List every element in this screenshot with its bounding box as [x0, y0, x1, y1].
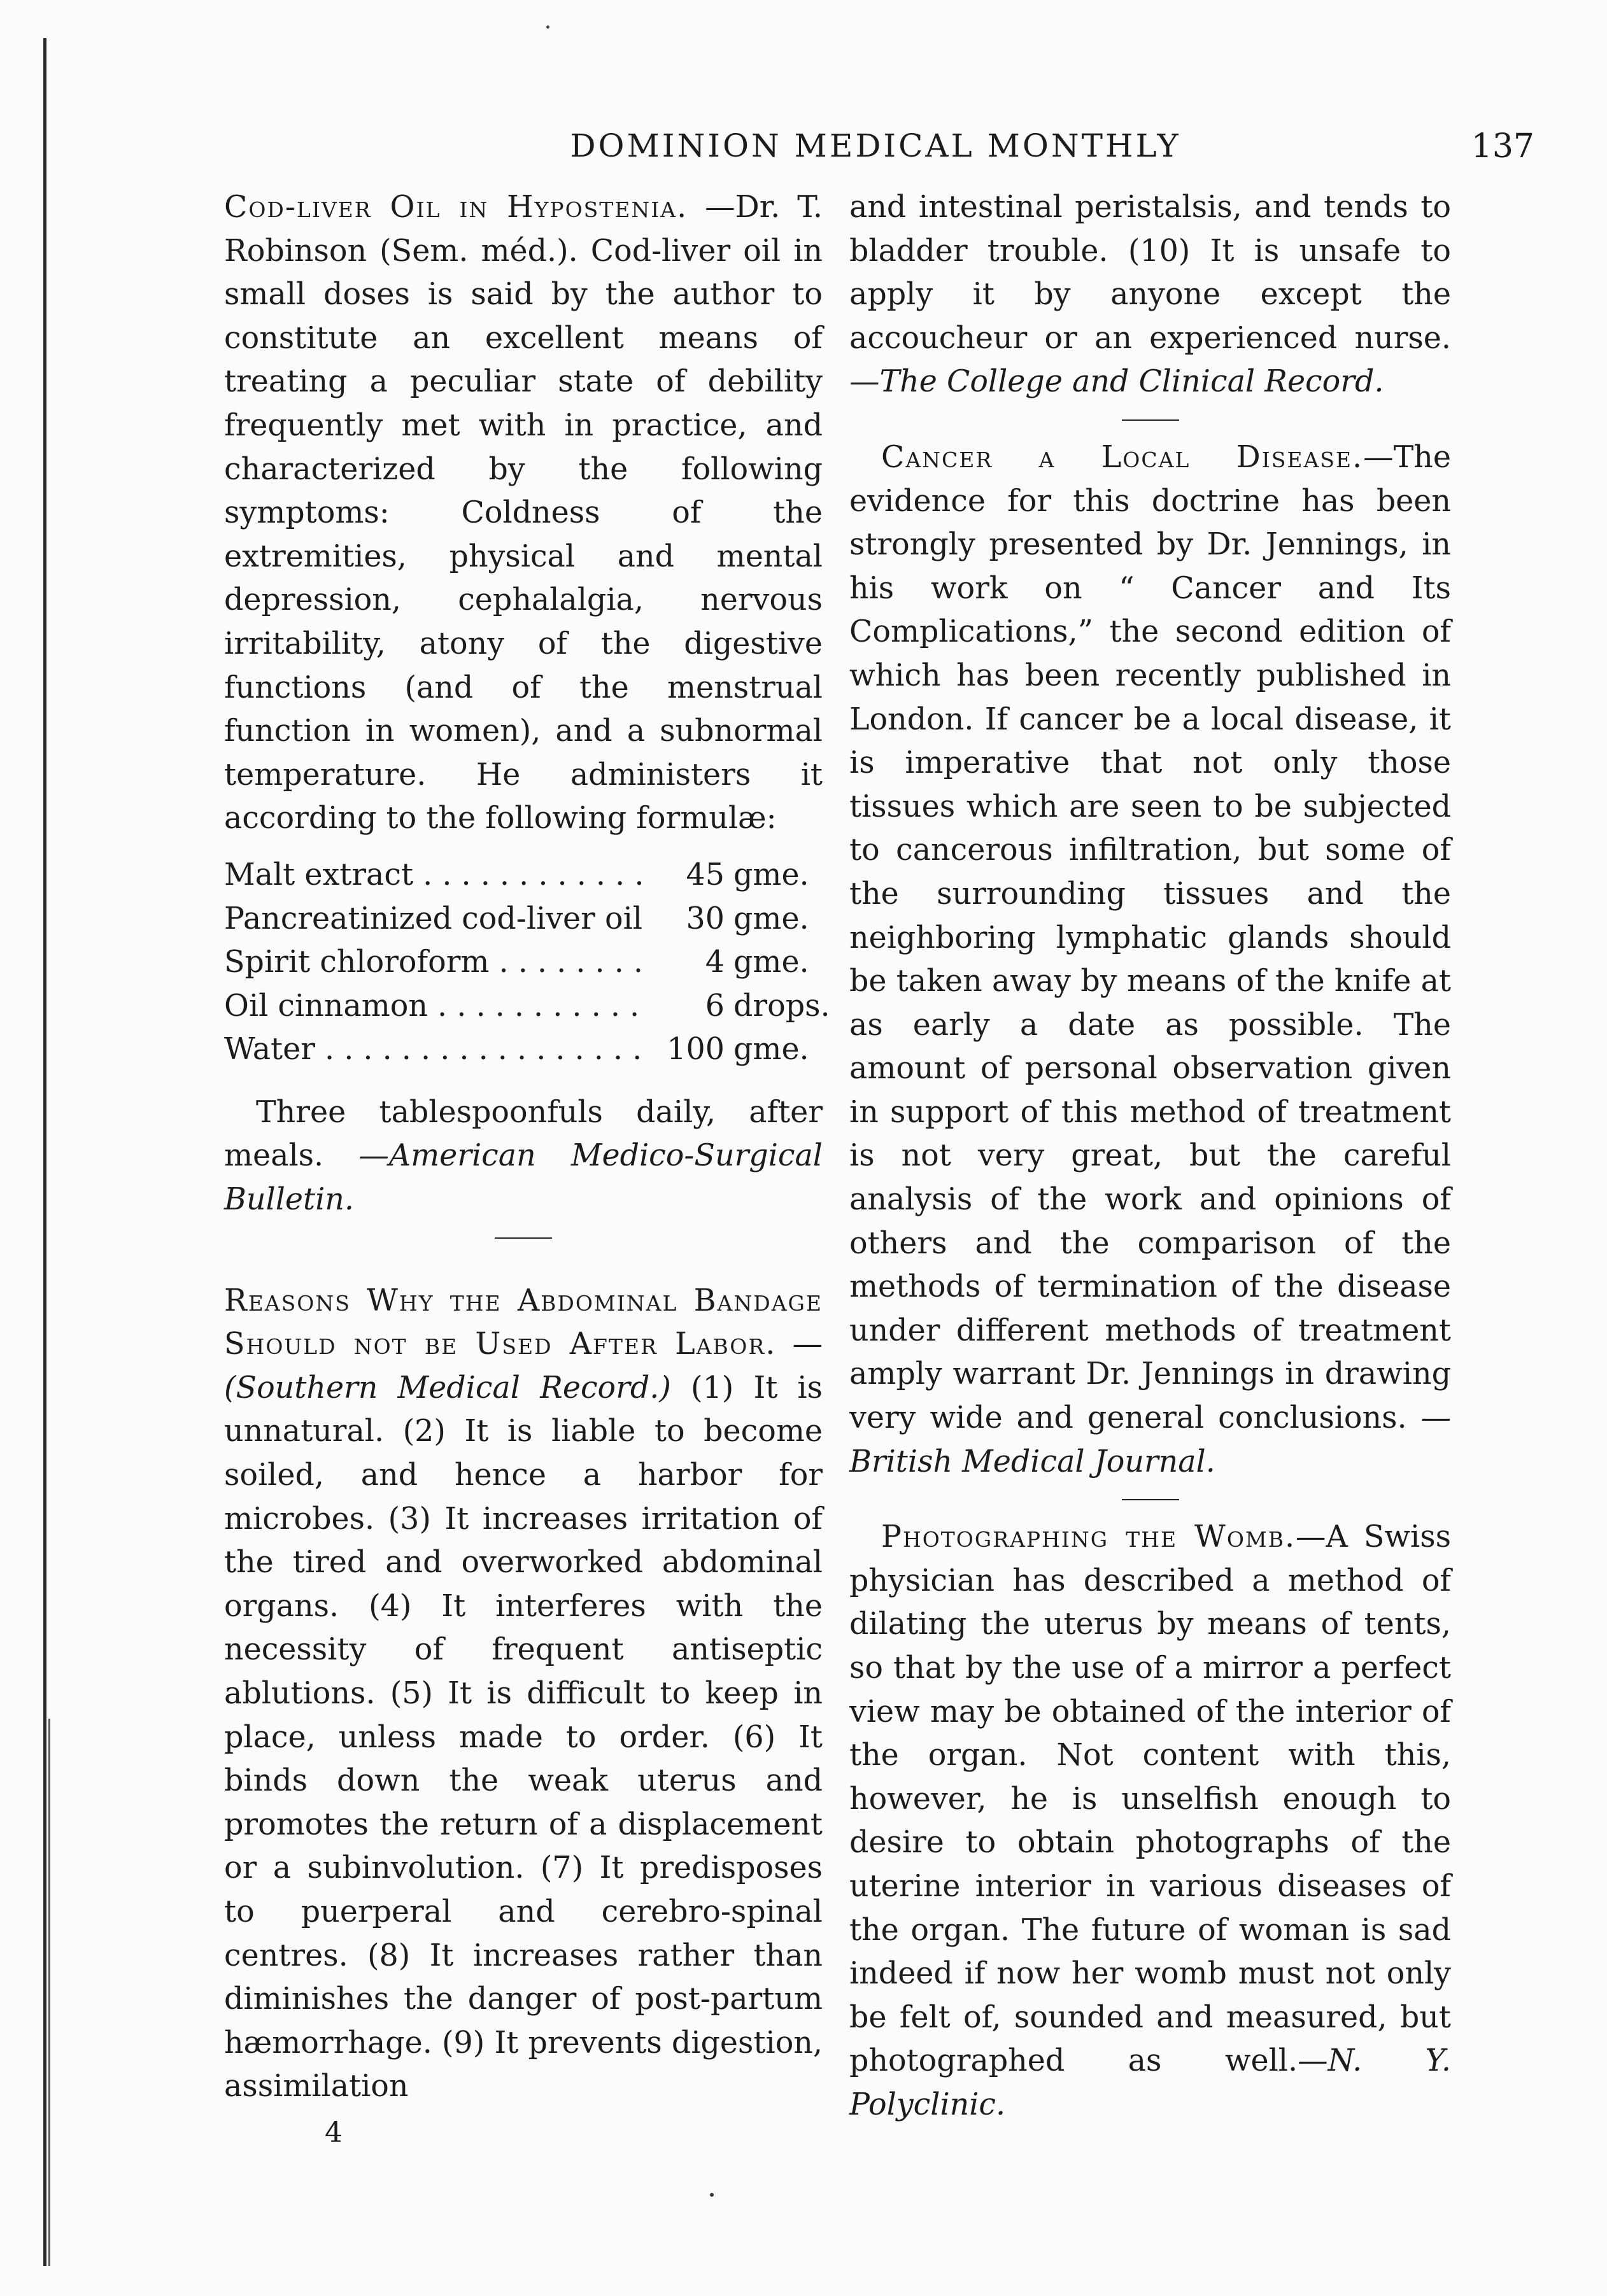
- article-body: and intestinal peristalsis, and tends to bladder trouble. (10) It is unsafe to apply it by anyone except the accoucheur or an experienced nurse.: [849, 190, 1451, 356]
- formula-table: [224, 854, 830, 1072]
- formula-amount: 4: [705, 945, 725, 980]
- section-divider: [495, 1237, 552, 1239]
- article-source: —N. Y. Polyclinic.: [849, 2043, 1452, 2122]
- signature-mark: 4: [325, 2116, 343, 2149]
- formula-amount: 45: [686, 857, 725, 892]
- article-cancer: [849, 436, 1451, 1484]
- section-divider: [1122, 419, 1179, 421]
- spacer: [224, 1254, 823, 1279]
- article-heading: Cod-liver Oil in Hypostenia.: [224, 190, 688, 225]
- formula-row: [224, 898, 823, 941]
- article-abdominal-bandage: [224, 1279, 823, 2109]
- print-speck: [546, 25, 549, 29]
- article-heading: Reasons Why the Abdominal Bandage Should not be Used After Labor.: [224, 1283, 823, 1362]
- article-source: —American Medico-Surgical Bulletin.: [224, 1138, 823, 1218]
- formula-unit: gme.: [733, 857, 809, 892]
- formula-amount: 30: [686, 901, 725, 936]
- article-photographing: [849, 1516, 1451, 2127]
- article-body: —The evidence for this doctrine has been strongly presented by Dr. Jennings, in his work on “ Cancer and Its Complications,” the second edition of which has been recently published in London. If cancer be a local disease, it is imperative that not only those tissues which are seen to be subjected to cancerous infiltration, but some of the surrounding tissues and the neighboring lymphatic glands should be taken away by means of the knife at as early a date as possible. The amount of personal observation given in support of this method of treatment is not very great, but the careful analysis of the work and opinions of others and the comparison of the methods of termination of the disease under different methods of treatment amply warrant Dr. Jennings in drawing very wide and general conclusions.: [849, 439, 1451, 1436]
- article-body: —A Swiss physician has described a method of dilating the uterus by means of tents, so that by the use of a mirror a perfect view may be obtained of the interior of the organ. Not content with this, however, he is unselfish enough to desire to obtain photographs of the uterine interior in various diseases of the organ. The future of woman is sad indeed if now her womb must not only be felt of, sounded and measured, but photographed as well.: [849, 1519, 1451, 2079]
- binding-edge: [43, 38, 46, 2266]
- formula-amount: 100: [667, 1032, 725, 1067]
- journal-title: DOMINION MEDICAL MONTHLY: [570, 127, 1181, 164]
- formula-unit: drops.: [733, 988, 830, 1024]
- page-number: 137: [1471, 127, 1534, 166]
- formula-row: [224, 941, 823, 985]
- article-heading: Cancer a Local Disease.: [881, 439, 1364, 475]
- formula-item: Malt extract . . .: [224, 854, 648, 898]
- formula-amount: 6: [705, 988, 725, 1024]
- article-continuation: [849, 186, 1451, 404]
- article-source: —(Southern Medical Record.): [224, 1327, 823, 1405]
- article-source: —The College and Clinical Record.: [849, 364, 1384, 400]
- formula-unit: gme.: [733, 901, 809, 936]
- article-heading: Photographing the Womb.: [881, 1519, 1296, 1555]
- formula-row: [224, 854, 823, 898]
- article-body: Cod-liver oil in small doses is said by the author to constitute an excellent means of treating a peculiar state of debility frequently met with in practice, and characterized by the following symptoms: Coldness of the extremities, physical and mental depression, cephalalgia, nervous irritability, atony of the digestive functions (and of the menstrual function in women), and a subnormal temperature. He administers it according to the following formulæ:: [224, 233, 823, 836]
- left-column: [224, 186, 830, 2109]
- section-divider: [1122, 1499, 1179, 1500]
- formula-unit: gme.: [733, 945, 809, 980]
- right-column: [849, 186, 1451, 2127]
- formula-directions: [224, 1091, 823, 1222]
- article-byline: —Dr. T. Robinson (Sem. méd.).: [224, 190, 823, 269]
- formula-unit: gme.: [733, 1032, 809, 1067]
- binding-edge-lower: [48, 1719, 50, 2266]
- article-body: (1) It is unnatural. (2) It is liable to become soiled, and hence a harbor for microbes. (3) It increases irritation of the tired and overworked abdominal organs. (4) It interferes with the necessity of frequent antiseptic ablutions. (5) It is difficult to keep in place, unless made to order. (6) It binds down the weak uterus and promotes the return of a displacement or a subinvolution. (7) It predisposes to puerperal and cerebro-spinal centres. (8) It increases rather than diminishes the danger of post-partum hæmorrhage. (9) It prevents digestion, assimilation: [224, 1370, 823, 2104]
- print-speck: [710, 2193, 714, 2197]
- article-source: —British Medical Journal.: [849, 1400, 1451, 1479]
- formula-item: Oil cinnamon . . .: [224, 985, 648, 1029]
- formula-row: [224, 985, 830, 1029]
- formula-item: Water . . .: [224, 1028, 648, 1072]
- formula-row: [224, 1028, 823, 1072]
- running-header: [216, 127, 1534, 172]
- formula-item: Pancreatinized cod-liver oil . . .: [224, 898, 648, 941]
- formula-item: Spirit chloroform . . .: [224, 941, 648, 985]
- article-cod-liver-oil: [224, 186, 823, 841]
- directions-text: Three tablespoonfuls daily, after meals.: [224, 1094, 823, 1174]
